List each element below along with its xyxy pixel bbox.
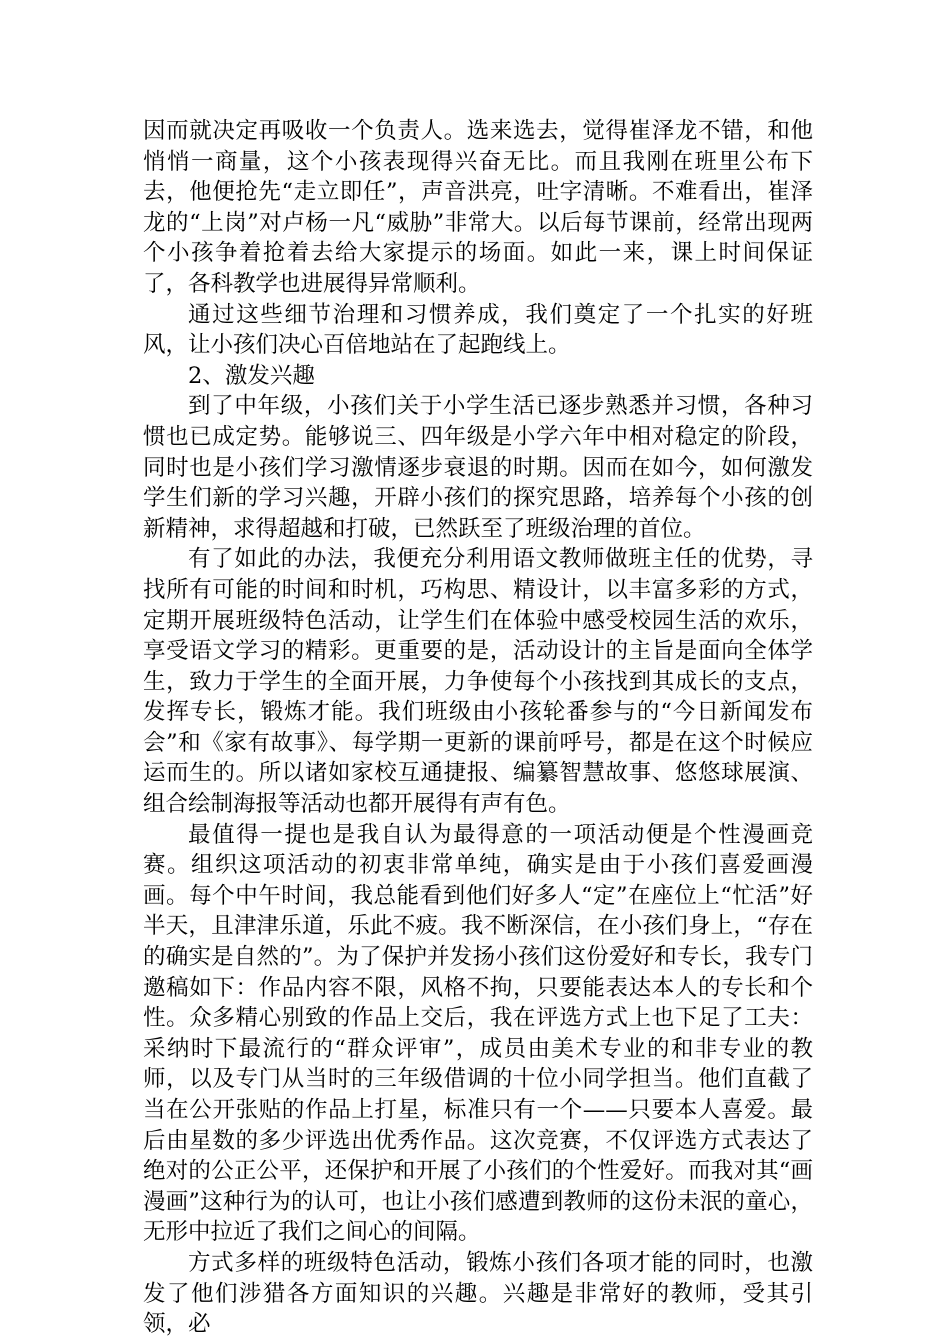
paragraph-2: 通过这些细节治理和习惯养成，我们奠定了一个扎实的好班风，让小孩们决心百倍地站在了起跑线上。 [143, 301, 813, 359]
paragraph-5: 最值得一提也是我自认为最得意的一项活动便是个性漫画竞赛。组织这项活动的初衷非常单纯，确实是由于小孩们喜爱画漫画。每个中午时间，我总能看到他们好多人“定”在座位上“忙活”好半天，且津津乐道，乐此不疲。我不断深信，在小孩们身上，“存在的确实是自然的”。为了保护并发扬小孩们这份爱好和专长，我专门邀稿如下：作品内容不限，风格不拘，只要能表达本人的专长和个性。众多精心别致的作品上交后，我在评选方式上也下足了工夫：采纳时下最流行的“群众评审”，成员由美术专业的和非专业的教师，以及专门从当时的三年级借调的十位小同学担当。他们直截了当在公开张贴的作品上打星，标准只有一个——只要本人喜爱。最后由星数的多少评选出优秀作品。这次竞赛，不仅评选方式表达了绝对的公正公平，还保护和开展了小孩们的个性爱好。而我对其“画漫画”这种行为的认可，也让小孩们感遭到教师的这份未泯的童心，无形中拉近了我们之间心的间隔。 [143, 821, 813, 1246]
document-page [143, 116, 813, 1340]
paragraph-4: 有了如此的办法，我便充分利用语文教师做班主任的优势，寻找所有可能的时间和时机，巧构思、精设计，以丰富多彩的方式，定期开展班级特色活动，让学生们在体验中感受校园生活的欢乐，享受语文学习的精彩。更重要的是，活动设计的主旨是面向全体学生，致力于学生的全面开展，力争使每个小孩找到其成长的支点，发挥专长，锻炼才能。我们班级由小孩轮番参与的“今日新闻发布会”和《家有故事》、每学期一更新的课前呼号，都是在这个时候应运而生的。所以诸如家校互通捷报、编纂智慧故事、悠悠球展演、组合绘制海报等活动也都开展得有声有色。 [143, 546, 813, 818]
section-heading: 2、激发兴趣 [188, 362, 315, 389]
paragraph-3: 到了中年级，小孩们关于小学生活已逐步熟悉并习惯，各种习惯也已成定势。能够说三、四年级是小学六年中相对稳定的阶段，同时也是小孩们学习激情逐步衰退的时期。因而在如今，如何激发学生们新的学习兴趣，开辟小孩们的探究思路，培养每个小孩的创新精神，求得超越和打破，已然跃至了班级治理的首位。 [143, 393, 813, 542]
paragraph-6: 方式多样的班级特色活动，锻炼小孩们各项才能的同时，也激发了他们涉猎各方面知识的兴趣。兴趣是非常好的教师，受其引领，必 [143, 1249, 813, 1338]
paragraph-1: 因而就决定再吸收一个负责人。选来选去，觉得崔泽龙不错，和他悄悄一商量，这个小孩表现得兴奋无比。而且我刚在班里公布下去，他便抢先“走立即任”，声音洪亮，吐字清晰。不难看出，崔泽龙的“上岗”对卢杨一凡“威胁”非常大。以后每节课前，经常出现两个小孩争着抢着去给大家提示的场面。如此一来，课上时间保证了，各科教学也进展得异常顺利。 [143, 118, 813, 297]
